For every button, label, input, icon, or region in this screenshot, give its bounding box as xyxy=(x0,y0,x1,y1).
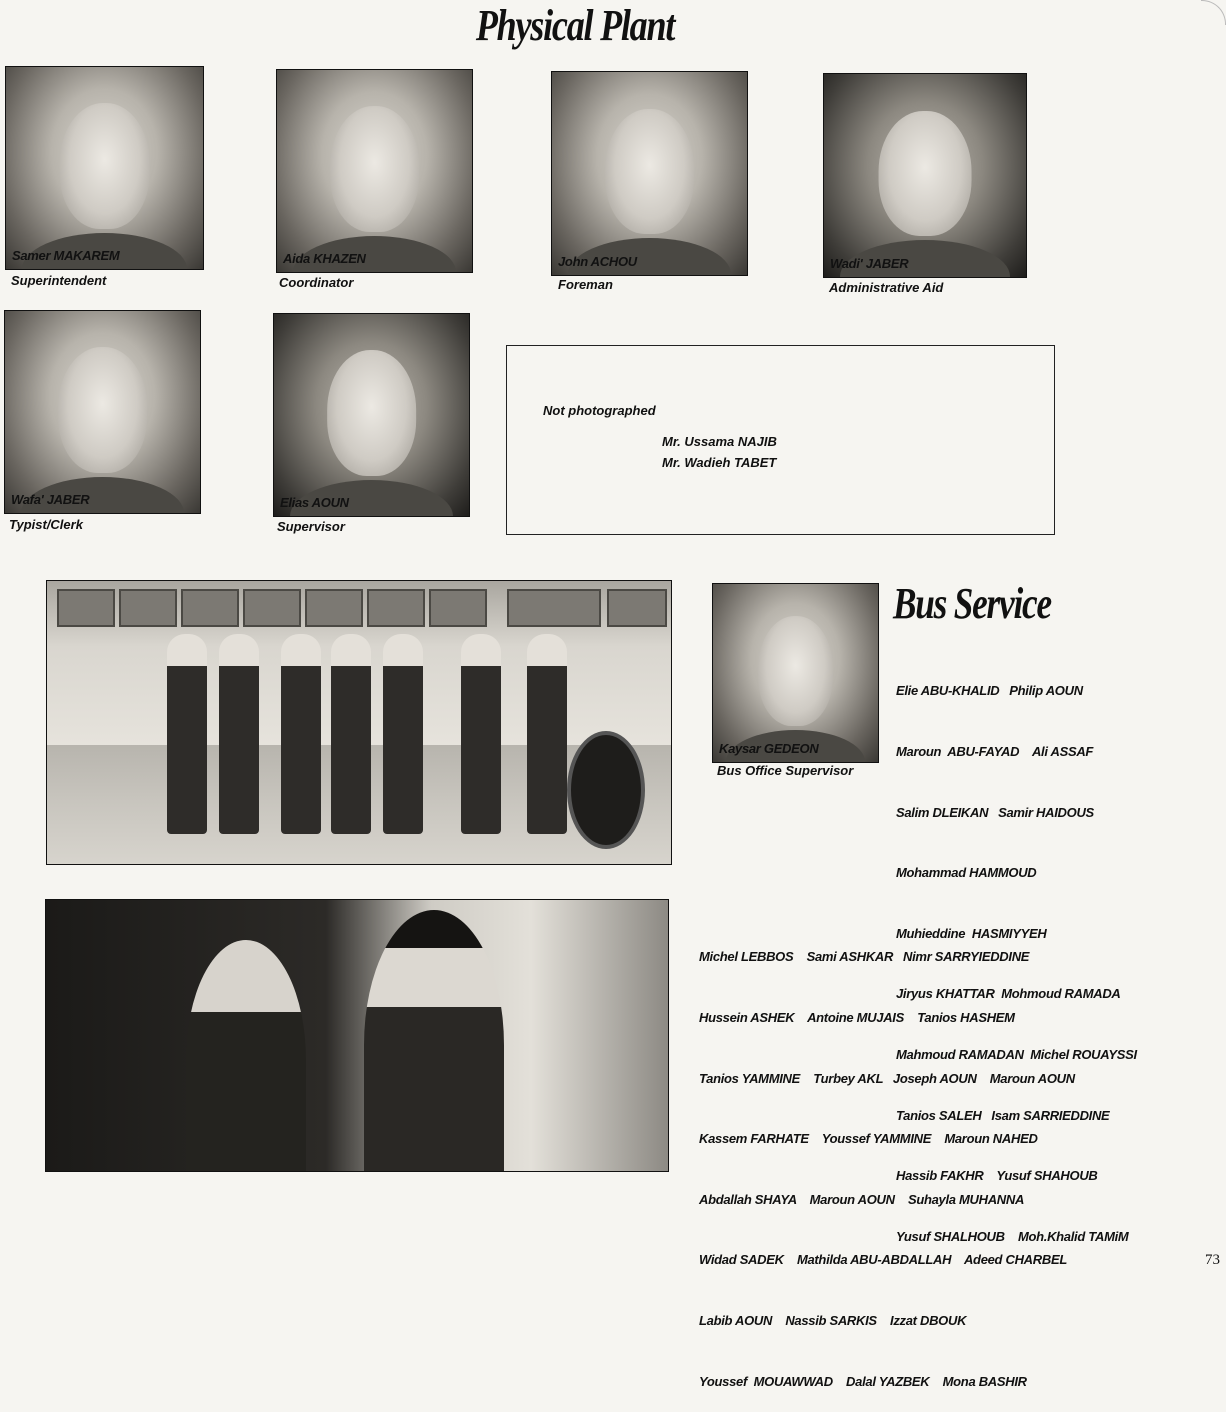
names-line: Maroun ABU-FAYAD Ali ASSAF xyxy=(896,744,1094,760)
face-shape xyxy=(879,111,972,237)
not-photographed-name: Mr. Wadieh TABET xyxy=(662,455,777,470)
names-line: Abdallah SHAYA Maroun AOUN Suhayla MUHANNA xyxy=(699,1191,1025,1207)
names-line: Kassem FARHATE Youssef YAMMINE Maroun NAHED xyxy=(699,1131,1038,1147)
bus-window xyxy=(429,589,487,627)
person-figure xyxy=(364,910,504,1172)
names-line: Hussein ASHEK Antoine MUJAIS Tanios HASHEM xyxy=(699,1010,1015,1026)
bus-window xyxy=(607,589,667,627)
names-line: Mohammad HAMMOUD xyxy=(896,865,1037,881)
person-figure xyxy=(167,634,207,834)
face-shape xyxy=(58,347,148,472)
bus-group-photo xyxy=(46,580,672,865)
person-figure xyxy=(461,634,501,834)
portrait-photo xyxy=(823,73,1027,278)
names-line: Mahmoud RAMADAN Michel ROUAYSSI xyxy=(896,1047,1137,1063)
names-line: Salim DLEIKAN Samir HAIDOUS xyxy=(896,804,1094,820)
names-line: Yusuf SHALHOUB Moh.Khalid TAMiM xyxy=(896,1228,1129,1244)
names-line: Hassib FAKHR Yusuf SHAHOUB xyxy=(896,1168,1098,1184)
other-staff-names xyxy=(699,907,1075,1412)
person-figure xyxy=(281,634,321,834)
portrait-name: Elias AOUN xyxy=(280,495,349,510)
names-line: Tanios YAMMINE Turbey AKL Joseph AOUN Maroun AOUN xyxy=(699,1070,1075,1086)
not-photographed-box xyxy=(506,345,1055,535)
page-number: 73 xyxy=(1205,1252,1220,1268)
portrait-photo xyxy=(712,583,879,763)
names-line: Michel LEBBOS Sami ASHKAR Nimr SARRYIEDDINE xyxy=(699,949,1030,965)
names-line: Widad SADEK Mathilda ABU-ABDALLAH Adeed CHARBEL xyxy=(699,1252,1067,1268)
portrait-role: Administrative Aid xyxy=(829,280,944,295)
portrait-role: Coordinator xyxy=(279,275,354,290)
not-photographed-name: Mr. Ussama NAJIB xyxy=(662,434,777,449)
names-line: Muhieddine HASMIYYEH xyxy=(896,925,1047,941)
portrait-role: Supervisor xyxy=(277,519,345,534)
portrait-photo xyxy=(5,66,204,270)
portrait-photo xyxy=(551,71,748,276)
person-figure xyxy=(527,634,567,834)
face-shape xyxy=(605,109,695,235)
portrait-photo xyxy=(276,69,473,273)
bus-wheel xyxy=(567,731,645,849)
staff-group-photo xyxy=(45,899,669,1172)
bus-window xyxy=(507,589,601,627)
section-title: Bus Service xyxy=(893,579,1051,628)
portrait-name: Aida KHAZEN xyxy=(283,251,366,266)
bus-window xyxy=(367,589,425,627)
face-shape xyxy=(330,106,420,231)
portrait-name: Wadi' JABER xyxy=(830,256,909,271)
face-shape xyxy=(327,350,417,475)
portrait-name: Kaysar GEDEON xyxy=(719,741,819,756)
names-line: Elie ABU-KHALID Philip AOUN xyxy=(896,683,1083,699)
not-photographed-heading: Not photographed xyxy=(543,403,656,418)
portrait-role: Superintendent xyxy=(11,273,107,288)
portrait-role: Foreman xyxy=(558,277,613,292)
page-title: Physical Plant xyxy=(475,1,675,50)
page-corner-curl xyxy=(1201,0,1226,25)
face-shape xyxy=(758,616,834,726)
names-line: Tanios SALEH Isam SARRIEDDINE xyxy=(896,1107,1110,1123)
bus-window xyxy=(305,589,363,627)
person-figure xyxy=(383,634,423,834)
portrait-name: John ACHOU xyxy=(558,254,637,269)
person-figure xyxy=(331,634,371,834)
bus-window xyxy=(119,589,177,627)
portrait-name: Samer MAKAREM xyxy=(12,248,120,263)
portrait-role: Bus Office Supervisor xyxy=(717,763,854,778)
bus-window xyxy=(181,589,239,627)
names-line: Labib AOUN Nassib SARKIS Izzat DBOUK xyxy=(699,1313,967,1329)
bus-window xyxy=(243,589,301,627)
portrait-photo xyxy=(4,310,201,514)
person-figure xyxy=(219,634,259,834)
bus-window xyxy=(57,589,115,627)
names-line: Jiryus KHATTAR Mohmoud RAMADA xyxy=(896,986,1121,1002)
names-line: Youssef MOUAWWAD Dalal YAZBEK Mona BASHIR xyxy=(699,1373,1027,1389)
portrait-photo xyxy=(273,313,470,517)
face-shape xyxy=(59,103,150,228)
portrait-name: Wafa' JABER xyxy=(11,492,90,507)
portrait-role: Typist/Clerk xyxy=(9,517,83,532)
person-figure xyxy=(186,940,306,1172)
